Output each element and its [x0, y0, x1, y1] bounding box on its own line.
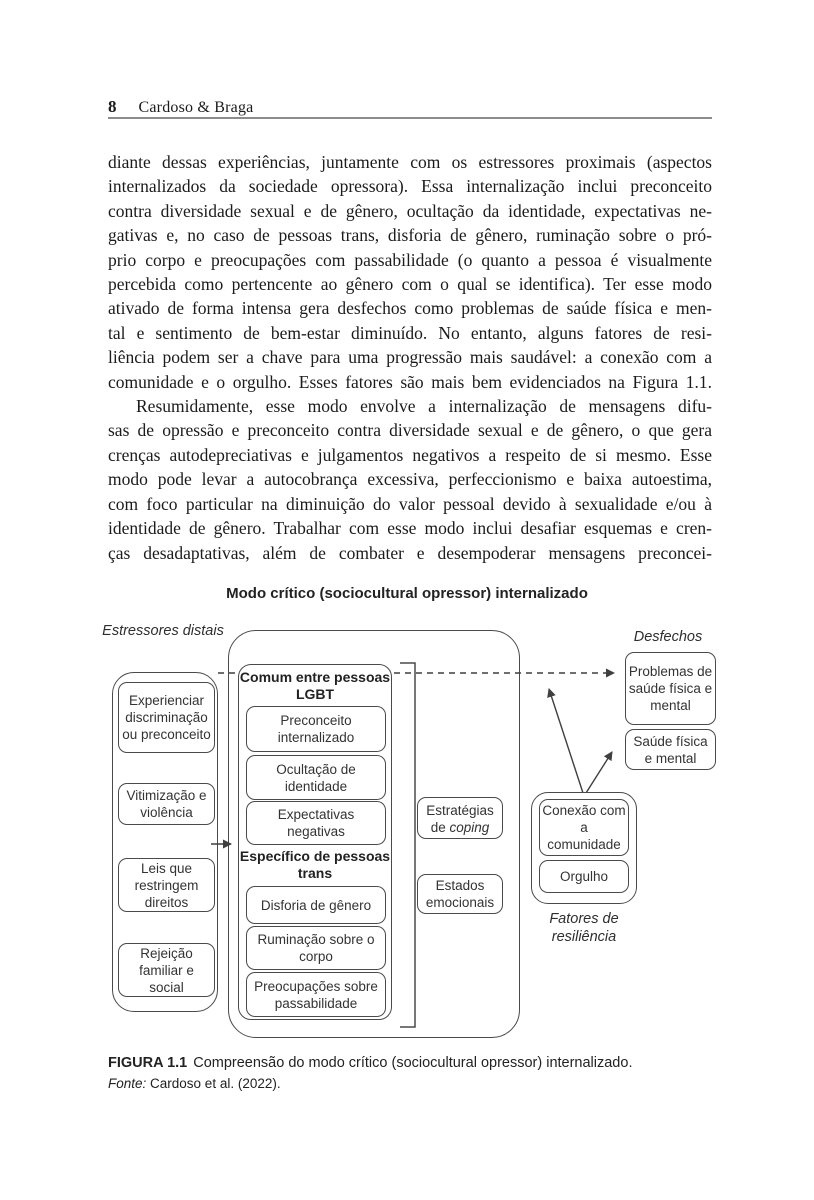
figure-diagram — [0, 585, 814, 1055]
text-line: contra diversidade sexual e de gênero, ocultação da identidade, expectativas ne- — [108, 200, 712, 221]
coping-italic: coping — [449, 820, 490, 835]
figure-title: Modo crítico (sociocultural opressor) internalizado — [226, 585, 588, 602]
body-text — [108, 150, 712, 565]
text-line: tal e sentimento de bem-estar diminuído. No entanto, alguns fatores de resi- — [108, 322, 712, 343]
outcome-box-physical-mental-health: Saúde física e mental — [625, 729, 716, 770]
distal-stressors-label: Estressores distais — [102, 623, 224, 639]
distal-box-rejection: Rejeição familiar e social — [118, 943, 215, 997]
resilience-box-pride: Orgulho — [539, 860, 629, 893]
coping-strategies-box — [417, 797, 503, 839]
coping-line1: Estratégias — [426, 803, 494, 818]
source-label: Fonte: — [108, 1076, 147, 1091]
proximal-box-passability-concerns: Preocupações sobre passabilidade — [246, 972, 386, 1017]
resilience-box-community-connection: Conexão com a comunidade — [539, 799, 629, 856]
running-title: Cardoso & Braga — [138, 99, 254, 116]
coping-prefix: de — [430, 820, 450, 835]
resilience-factors-label: Fatores de resiliência — [549, 911, 619, 945]
running-head — [108, 97, 712, 117]
text-line: ativado de forma intensa gera desfechos como problemas de saúde física e men- — [108, 298, 712, 319]
text-line: Resumidamente, esse modo envolve a internalização de mensagens difu- — [136, 396, 712, 417]
text-line: modo pode levar a autocobrança excessiva, perfeccionismo e baixa autoestima, — [108, 469, 712, 490]
text-line: percebida como pertencente ao gênero com o qual se identifica). Ter esse modo — [108, 274, 712, 295]
caption-source — [108, 1074, 728, 1093]
text-line: liência podem ser a chave para uma progressão mais saudável: a conexão com a — [108, 347, 712, 368]
text-line: com foco particular na diminuição do valor pessoal devido à sexualidade e/ou à — [108, 493, 712, 514]
text-line: diante dessas experiências, juntamente com os estressores proximais (aspectos — [108, 152, 712, 172]
caption-line — [108, 1052, 728, 1074]
distal-box-laws: Leis que restringem direitos — [118, 858, 215, 912]
emotional-states-box: Estados emocionais — [417, 874, 503, 914]
arrow-resilience-to-health — [586, 752, 612, 793]
text-line: comunidade e o orgulho. Esses fatores são mais bem evidenciados na Figura 1.1. — [108, 371, 712, 392]
proximal-box-body-rumination: Ruminação sobre o corpo — [246, 926, 386, 970]
outcomes-label: Desfechos — [633, 629, 703, 645]
source-text: Cardoso et al. (2022). — [146, 1076, 281, 1091]
proximal-box-negative-expectations: Expectativas negativas — [246, 801, 386, 845]
text-line: gativas e, no caso de pessoas trans, disforia de gênero, ruminação sobre o pró- — [108, 225, 712, 246]
proximal-box-identity-concealment: Ocultação de identidade — [246, 755, 386, 800]
arrow-resilience-to-dashed-line — [549, 689, 583, 793]
proximal-box-internalized-prejudice: Preconceito internalizado — [246, 706, 386, 752]
text-line: identidade de gênero. Trabalhar com esse modo inclui desafiar esquemas e cren- — [108, 518, 712, 539]
distal-box-discrimination: Experienciar discriminação ou preconceito — [118, 682, 215, 753]
figure-caption — [108, 1052, 728, 1093]
outcome-box-health-problems: Problemas de saúde física e mental — [625, 652, 716, 725]
coping-line2 — [420, 819, 500, 836]
caption-label: FIGURA 1.1 — [108, 1055, 188, 1071]
text-line: prio corpo e preocupações com passabilidade (o quanto a pessoa é visualmente — [108, 249, 712, 270]
common-lgbt-heading: Comum entre pessoas LGBT — [239, 669, 391, 702]
text-line: crenças autodepreciativas e julgamentos negativos a respeito de si mesmo. Esse — [108, 444, 712, 465]
text-line: sas de opressão e preconceito contra diversidade sexual e de gênero, o que gera — [108, 420, 712, 441]
caption-text: Compreensão do modo crítico (sociocultural opressor) internalizado. — [193, 1055, 633, 1071]
text-line: ças desadaptativas, além de combater e desempoderar mensagens preconcei- — [108, 542, 712, 563]
trans-specific-heading: Específico de pessoas trans — [239, 848, 391, 881]
text-line: internalizados da sociedade opressora). Essa internalização inclui preconceito — [108, 176, 712, 197]
proximal-box-gender-dysphoria: Disforia de gênero — [246, 886, 386, 924]
distal-box-victimization: Vitimização e violência — [118, 783, 215, 825]
header-rule — [108, 117, 712, 119]
page-number: 8 — [108, 97, 117, 116]
